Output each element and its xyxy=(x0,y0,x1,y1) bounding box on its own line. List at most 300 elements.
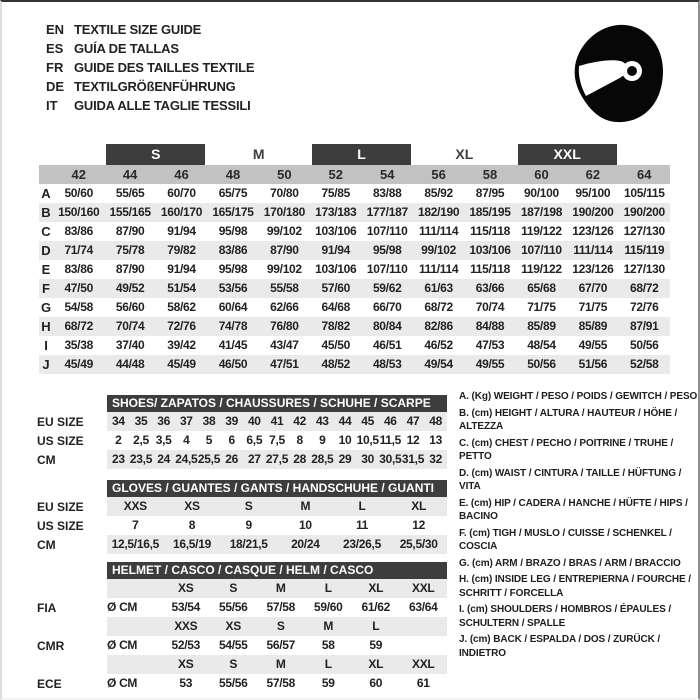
row-letter: E xyxy=(41,262,51,277)
helmet-value-row xyxy=(37,636,447,655)
measurement-cell: 60/70 xyxy=(167,186,196,200)
measurement-row xyxy=(39,222,670,241)
gloves-cell: S xyxy=(244,499,253,513)
measurement-cell: 190/200 xyxy=(623,205,665,219)
helmet-row-label xyxy=(37,579,107,598)
shoes-cell: 8 xyxy=(296,433,303,447)
row-letter: F xyxy=(42,281,50,296)
measurement-cell: 45/50 xyxy=(321,338,351,352)
measurement-cell: 45/49 xyxy=(167,357,196,371)
row-letter: I xyxy=(44,338,48,353)
shoes-cell: 42 xyxy=(293,414,307,428)
gloves-row xyxy=(37,535,447,554)
measurement-row xyxy=(39,355,670,374)
gloves-row-cells xyxy=(107,516,447,535)
shoes-cell: 6,5 xyxy=(246,433,263,447)
gloves-cell: M xyxy=(300,499,311,513)
language-code: EN xyxy=(46,22,65,37)
row-letter: G xyxy=(40,300,52,315)
measurement-cell: 57/60 xyxy=(321,281,351,295)
helmet-value-cell: 59/60 xyxy=(313,600,343,614)
measurement-cell: 83/86 xyxy=(64,262,93,276)
shoes-cell: 48 xyxy=(429,414,443,428)
measurement-cell: 107/110 xyxy=(521,243,562,257)
row-letter: B xyxy=(41,205,51,220)
measurement-cell: 107/110 xyxy=(366,224,408,238)
measurement-row xyxy=(39,184,670,203)
shoes-cell: 47 xyxy=(406,414,420,428)
measurement-cell: 85/92 xyxy=(424,186,453,200)
helmet-value-cell: 63/64 xyxy=(408,600,438,614)
language-row xyxy=(46,39,254,58)
measurement-cell: 58/62 xyxy=(167,300,196,314)
shoes-row-label: CM xyxy=(37,452,56,467)
gloves-cell: 10 xyxy=(298,518,312,532)
helmet-value-cell: 53 xyxy=(179,676,193,690)
shoes-cell: 7,5 xyxy=(269,433,285,447)
legend-item: B. (cm) HEIGHT / ALTURA / HAUTEUR / HÖHE / ALTEZZA xyxy=(459,407,678,432)
measurement-cell: 103/106 xyxy=(315,224,357,238)
helmet-size-header: XS xyxy=(178,657,194,671)
helmet-value-cells xyxy=(107,598,447,617)
helmet-size-header: S xyxy=(229,581,238,595)
gloves-row-cells xyxy=(107,497,447,516)
measurement-cell: 39/42 xyxy=(167,338,196,352)
measurement-cell: 59/62 xyxy=(372,281,402,295)
shoes-cell: 43 xyxy=(315,414,329,428)
shoes-cell: 27,5 xyxy=(265,452,289,466)
helmet-size-spacer xyxy=(107,655,162,674)
measurement-cell: 80/84 xyxy=(372,319,402,333)
helmet-value-cells xyxy=(107,674,447,693)
measurement-cell: 41/45 xyxy=(218,338,248,352)
measurement-cell: 45/49 xyxy=(64,357,93,371)
measurement-cell: 54/58 xyxy=(64,300,93,314)
measurement-cell: 60/64 xyxy=(218,300,248,314)
measurement-cell: 87/91 xyxy=(630,319,659,333)
measurement-cell: 103/106 xyxy=(469,243,511,257)
measurement-cell: 51/54 xyxy=(167,281,196,295)
measurement-cell: 78/82 xyxy=(321,319,351,333)
legend-item: G. (cm) ARM / BRAZO / BRAS / ARM / BRACCIO xyxy=(459,557,681,569)
measurement-cell: 74/78 xyxy=(218,319,248,333)
measurement-cell: 79/82 xyxy=(167,243,196,257)
helmet-value-row xyxy=(37,598,447,617)
shoes-cell: 46 xyxy=(383,414,397,428)
measurement-cell: 50/60 xyxy=(64,186,93,200)
numeric-size-header: 46 xyxy=(174,167,189,182)
shoes-cell: 26 xyxy=(225,452,239,466)
measurement-cell: 83/88 xyxy=(372,186,402,200)
gloves-row-label: US SIZE xyxy=(37,518,84,533)
measurement-cell: 150/160 xyxy=(58,205,100,219)
helmet-size-header: XS xyxy=(225,619,241,633)
row-letter: C xyxy=(41,224,51,239)
measurement-cell: 85/89 xyxy=(578,319,608,333)
measurement-cell: 84/88 xyxy=(475,319,505,333)
language-title: TEXTILGRÖßENFÜHRUNG xyxy=(74,79,236,94)
shoes-cell: 9 xyxy=(319,433,326,447)
helmet-value-cell: 61/62 xyxy=(361,600,391,614)
measurement-cell: 91/94 xyxy=(321,243,351,257)
measurement-cell: 43/47 xyxy=(270,338,299,352)
measurement-cell: 95/98 xyxy=(372,243,402,257)
language-title: GUÍA DE TALLAS xyxy=(74,41,179,56)
row-letter: A xyxy=(41,186,51,201)
size-group-m: M xyxy=(252,146,265,162)
numeric-size-row xyxy=(39,165,670,184)
measurement-cell: 160/170 xyxy=(160,205,203,219)
helmet-row-label xyxy=(37,655,107,674)
numeric-size-header: 48 xyxy=(225,167,241,182)
measurement-cell: 68/72 xyxy=(630,281,659,295)
measurement-cell: 82/86 xyxy=(424,319,453,333)
helmet-size-header-cells xyxy=(107,655,447,674)
measurement-cell: 65/75 xyxy=(218,186,248,200)
helmet-standard-label: CMR xyxy=(37,638,65,653)
shoes-cell: 34 xyxy=(111,414,125,428)
helmet-size-header-row xyxy=(37,655,447,674)
measurement-row xyxy=(39,317,670,336)
size-group-row xyxy=(39,144,670,165)
measurement-cell: 111/114 xyxy=(418,224,459,238)
shoes-cell: 24,5 xyxy=(175,452,198,466)
gloves-cell: XL xyxy=(411,499,427,513)
numeric-size-spacer xyxy=(39,165,53,184)
helmet-size-header: L xyxy=(324,657,332,671)
helmet-size-header-cells xyxy=(107,579,447,598)
helmet-value-cell: 60 xyxy=(369,676,383,690)
shoes-cell: 23 xyxy=(111,452,125,466)
helmet-value-cell: 55/56 xyxy=(218,676,248,690)
shoes-cell: 35 xyxy=(134,414,148,428)
language-code: FR xyxy=(46,60,64,75)
shoes-row xyxy=(37,431,447,450)
measurement-cell: 127/130 xyxy=(623,262,665,276)
shoes-cell: 30 xyxy=(361,452,375,466)
language-title: TEXTILE SIZE GUIDE xyxy=(74,22,202,37)
gloves-cell: 8 xyxy=(188,518,196,532)
measurement-cell: 119/122 xyxy=(521,224,562,238)
measurement-cell: 49/52 xyxy=(115,281,145,295)
numeric-size-header: 52 xyxy=(328,167,344,182)
helmet-size-header: M xyxy=(323,619,334,633)
shoes-cell: 39 xyxy=(225,414,239,428)
shoes-row-cells xyxy=(107,450,447,469)
measurement-cell: 71/75 xyxy=(527,300,556,314)
gloves-row xyxy=(37,516,447,535)
measurement-cell: 47/53 xyxy=(475,338,505,352)
shoes-cell: 2 xyxy=(115,433,122,447)
measurement-cell: 76/80 xyxy=(270,319,299,333)
measurement-cell: 87/90 xyxy=(270,243,299,257)
gloves-size-section xyxy=(37,480,447,554)
helmet-value-cell xyxy=(400,636,448,655)
shoes-cell: 10 xyxy=(338,433,352,447)
measurement-cell: 46/52 xyxy=(424,338,453,352)
gloves-cell: 18/21,5 xyxy=(229,537,268,551)
gloves-cell: 23/26,5 xyxy=(343,537,381,551)
measurement-cell: 56/60 xyxy=(115,300,145,314)
shoes-cell: 40 xyxy=(247,414,261,428)
measurement-cell: 71/75 xyxy=(578,300,608,314)
shoes-cell: 38 xyxy=(202,414,216,428)
helmet-size-header: L xyxy=(324,581,332,595)
shoes-cell: 2,5 xyxy=(133,433,149,447)
helmet-section-title: HELMET / CASCO / CASQUE / HELM / CASCO xyxy=(107,562,447,579)
measurement-cell: 91/94 xyxy=(167,224,196,238)
shoes-cell: 45 xyxy=(361,414,375,428)
shoes-row-label: EU SIZE xyxy=(37,414,84,429)
helmet-unit-label: Ø CM xyxy=(107,638,138,652)
helmet-size-header: XXL xyxy=(412,581,435,595)
measurement-cell: 70/74 xyxy=(115,319,145,333)
shoes-row xyxy=(37,412,447,431)
helmet-value-cell: 52/53 xyxy=(171,638,201,652)
helmet-size-header: XXL xyxy=(412,657,435,671)
helmet-size-header: XXS xyxy=(174,619,198,633)
gloves-cell: 12 xyxy=(412,518,426,532)
shoes-cell: 5 xyxy=(205,433,213,447)
helmet-size-header: M xyxy=(275,657,286,671)
measurement-cell: 48/52 xyxy=(321,357,351,371)
gloves-cell: XXS xyxy=(123,499,147,513)
measurement-cell: 49/54 xyxy=(424,357,453,371)
size-group-l: L xyxy=(312,144,411,165)
measurement-cell: 190/200 xyxy=(572,205,614,219)
helmet-size-header xyxy=(400,617,448,636)
helmet-size-spacer xyxy=(107,579,162,598)
measurement-cell: 95/100 xyxy=(575,186,611,200)
shoes-size-section xyxy=(37,395,447,469)
shoes-cell: 12 xyxy=(406,433,420,447)
helmet-value-cell: 59 xyxy=(321,676,335,690)
numeric-size-header: 56 xyxy=(431,167,446,182)
numeric-size-header: 60 xyxy=(534,167,549,182)
gloves-cell: XS xyxy=(184,499,200,513)
measurement-cell: 165/175 xyxy=(212,205,254,219)
measurement-cell: 187/198 xyxy=(520,205,563,219)
measurement-cell: 35/38 xyxy=(64,338,93,352)
measurement-cell: 47/51 xyxy=(270,357,299,371)
language-row xyxy=(46,77,254,96)
gloves-cell: 20/24 xyxy=(291,537,320,551)
helmet-value-cell: 55/56 xyxy=(218,600,248,614)
gloves-row-label: CM xyxy=(37,537,56,552)
helmet-size-section xyxy=(37,562,447,693)
language-list xyxy=(46,20,254,115)
shoes-cell: 23,5 xyxy=(129,452,153,466)
gloves-cell: 16,5/19 xyxy=(173,537,211,551)
measurement-cell: 83/86 xyxy=(218,243,248,257)
shoes-cell: 32 xyxy=(429,452,443,466)
helmet-value-cell: 53/54 xyxy=(171,600,201,614)
helmet-size-header: XL xyxy=(368,581,384,595)
helmet-size-header: L xyxy=(372,619,380,633)
measurement-cell: 123/126 xyxy=(572,224,614,238)
gloves-cell: 9 xyxy=(245,518,252,532)
shoes-cell: 13 xyxy=(429,433,443,447)
helmet-icon xyxy=(567,22,667,124)
row-letter: J xyxy=(42,357,50,372)
helmet-value-cell: 61 xyxy=(416,676,430,690)
language-title: GUIDE DES TAILLES TEXTILE xyxy=(74,60,255,75)
measurement-cell: 95/98 xyxy=(218,224,248,238)
shoes-cell: 28 xyxy=(293,452,307,466)
helmet-size-spacer xyxy=(107,617,162,636)
measurement-cell: 95/98 xyxy=(218,262,248,276)
helmet-value-cell: 59 xyxy=(369,638,383,652)
measurement-cell: 99/102 xyxy=(266,224,302,238)
measurement-cell: 85/89 xyxy=(527,319,556,333)
measurement-cell: 70/74 xyxy=(475,300,505,314)
shoes-cell: 37 xyxy=(179,414,193,428)
measurement-cell: 83/86 xyxy=(64,224,93,238)
measurement-cell: 49/55 xyxy=(475,357,505,371)
measurement-cell: 90/100 xyxy=(524,186,559,200)
gloves-row-cells xyxy=(107,535,447,554)
shoes-section-title: SHOES/ ZAPATOS / CHAUSSURES / SCHUHE / SCARPE xyxy=(107,395,447,412)
measurement-cell: 91/94 xyxy=(167,262,196,276)
measurement-cell: 87/95 xyxy=(475,186,505,200)
helmet-value-cell: 54/55 xyxy=(218,638,248,652)
shoes-cell: 41 xyxy=(270,414,284,428)
helmet-size-header: S xyxy=(276,619,285,633)
measurement-cell: 68/72 xyxy=(64,319,93,333)
measurement-cell: 115/118 xyxy=(470,262,511,276)
helmet-size-header-row xyxy=(37,617,447,636)
measurement-cell: 75/85 xyxy=(321,186,351,200)
measurement-cell: 103/106 xyxy=(315,262,357,276)
numeric-size-header: 44 xyxy=(122,167,138,182)
gloves-cell: 7 xyxy=(132,518,139,532)
shoes-row-label: US SIZE xyxy=(37,433,84,448)
measurement-cell: 107/110 xyxy=(366,262,408,276)
measurement-cell: 115/118 xyxy=(470,224,511,238)
measurement-cell: 55/65 xyxy=(115,186,145,200)
legend-item: D. (cm) WAIST / CINTURA / TAILLE / HÜFTUNG / VITA xyxy=(459,467,682,492)
shoes-cell: 4 xyxy=(183,433,190,447)
measurement-cell: 51/56 xyxy=(578,357,608,371)
measurement-row xyxy=(39,279,670,298)
measurement-cell: 50/56 xyxy=(527,357,556,371)
helmet-standard-label: ECE xyxy=(37,676,62,691)
measurement-legend xyxy=(459,390,700,663)
helmet-value-cell: 56/57 xyxy=(266,638,296,652)
helmet-value-cell: 57/58 xyxy=(266,600,296,614)
helmet-size-header: S xyxy=(229,657,238,671)
measurement-cell: 66/70 xyxy=(372,300,402,314)
measurement-cell: 53/56 xyxy=(218,281,248,295)
numeric-size-header: 42 xyxy=(71,167,86,182)
measurement-cell: 87/90 xyxy=(115,224,145,238)
shoes-cell: 10,5 xyxy=(356,433,379,447)
language-row xyxy=(46,58,254,77)
measurement-cell: 48/53 xyxy=(372,357,402,371)
measurement-cell: 111/114 xyxy=(573,243,613,257)
measurement-cell: 127/130 xyxy=(623,224,665,238)
legend-item: J. (cm) BACK / ESPALDA / DOS / ZURÜCK / INDIETRO xyxy=(459,634,661,659)
row-letter: D xyxy=(41,243,51,258)
measurement-cell: 65/68 xyxy=(527,281,556,295)
helmet-value-cell: 57/58 xyxy=(266,676,296,690)
measurement-cell: 177/187 xyxy=(366,205,408,219)
measurement-cell: 70/80 xyxy=(270,186,299,200)
measurement-cell: 173/183 xyxy=(315,205,357,219)
gloves-cell: 12,5/16,5 xyxy=(111,537,159,551)
gloves-row-label: EU SIZE xyxy=(37,499,84,514)
helmet-unit-label: Ø CM xyxy=(107,676,138,690)
legend-item: F. (cm) TIGH / MUSLO / CUISSE / SCHENKEL / COSCIA xyxy=(459,527,672,552)
measurement-cell: 47/50 xyxy=(64,281,93,295)
language-code: DE xyxy=(46,79,65,94)
shoes-cell: 30,5 xyxy=(379,452,402,466)
legend-item: C. (cm) CHEST / PECHO / POITRINE / TRUHE / PETTO xyxy=(459,437,674,462)
measurement-cell: 105/115 xyxy=(623,186,665,200)
shoes-cell: 27 xyxy=(247,452,261,466)
helmet-row-label xyxy=(37,617,107,636)
gloves-cell: 25,5/30 xyxy=(399,537,438,551)
size-group-xl: XL xyxy=(455,146,474,162)
numeric-size-header: 62 xyxy=(585,167,601,182)
measurement-row xyxy=(39,203,670,222)
textile-size-table xyxy=(39,144,670,374)
gloves-cell: 11 xyxy=(355,518,369,532)
numeric-size-header: 54 xyxy=(379,167,395,182)
numeric-size-header: 50 xyxy=(277,167,292,182)
helmet-size-header-cells xyxy=(107,617,447,636)
measurement-cell: 182/190 xyxy=(417,205,460,219)
shoes-cell: 24 xyxy=(157,452,171,466)
measurement-cell: 75/78 xyxy=(115,243,145,257)
measurement-cell: 72/76 xyxy=(167,319,196,333)
shoes-cell: 11,5 xyxy=(379,433,402,447)
shoes-row xyxy=(37,450,447,469)
measurement-cell: 62/66 xyxy=(270,300,299,314)
measurement-cell: 44/48 xyxy=(115,357,145,371)
measurement-cell: 99/102 xyxy=(266,262,302,276)
helmet-size-header: XS xyxy=(178,581,194,595)
measurement-cell: 185/195 xyxy=(469,205,511,219)
legend-item: E. (cm) HIP / CADERA / HANCHE / HÜFTE / HIPS / BACINO xyxy=(459,497,688,522)
language-code: ES xyxy=(46,41,64,56)
measurement-cell: 48/54 xyxy=(527,338,556,352)
numeric-size-header: 58 xyxy=(482,167,498,182)
gloves-section-title: GLOVES / GUANTES / GANTS / HANDSCHUHE / GUANTI xyxy=(107,480,447,497)
row-letter: H xyxy=(41,319,51,334)
shoes-row-cells xyxy=(107,431,447,450)
shoes-cell: 3,5 xyxy=(155,433,172,447)
size-group-spacer xyxy=(39,144,104,165)
measurement-cell: 119/122 xyxy=(521,262,562,276)
helmet-unit-label: Ø CM xyxy=(107,600,138,614)
measurement-cell: 49/55 xyxy=(578,338,608,352)
measurement-cell: 61/63 xyxy=(424,281,453,295)
measurement-cell: 99/102 xyxy=(421,243,457,257)
measurement-cell: 52/58 xyxy=(630,357,659,371)
measurement-cell: 170/180 xyxy=(263,205,305,219)
measurement-cell: 37/40 xyxy=(115,338,145,352)
gloves-row xyxy=(37,497,447,516)
measurement-cell: 155/165 xyxy=(109,205,151,219)
measurement-cell: 71/74 xyxy=(64,243,93,257)
measurement-cell: 111/114 xyxy=(418,262,459,276)
legend-item: A. (Kg) WEIGHT / PESO / POIDS / GEWITCH / PESO xyxy=(459,391,698,402)
shoes-cell: 6 xyxy=(228,433,235,447)
helmet-size-header: M xyxy=(275,581,286,595)
measurement-cell: 46/51 xyxy=(372,338,402,352)
measurement-cell: 72/76 xyxy=(630,300,659,314)
